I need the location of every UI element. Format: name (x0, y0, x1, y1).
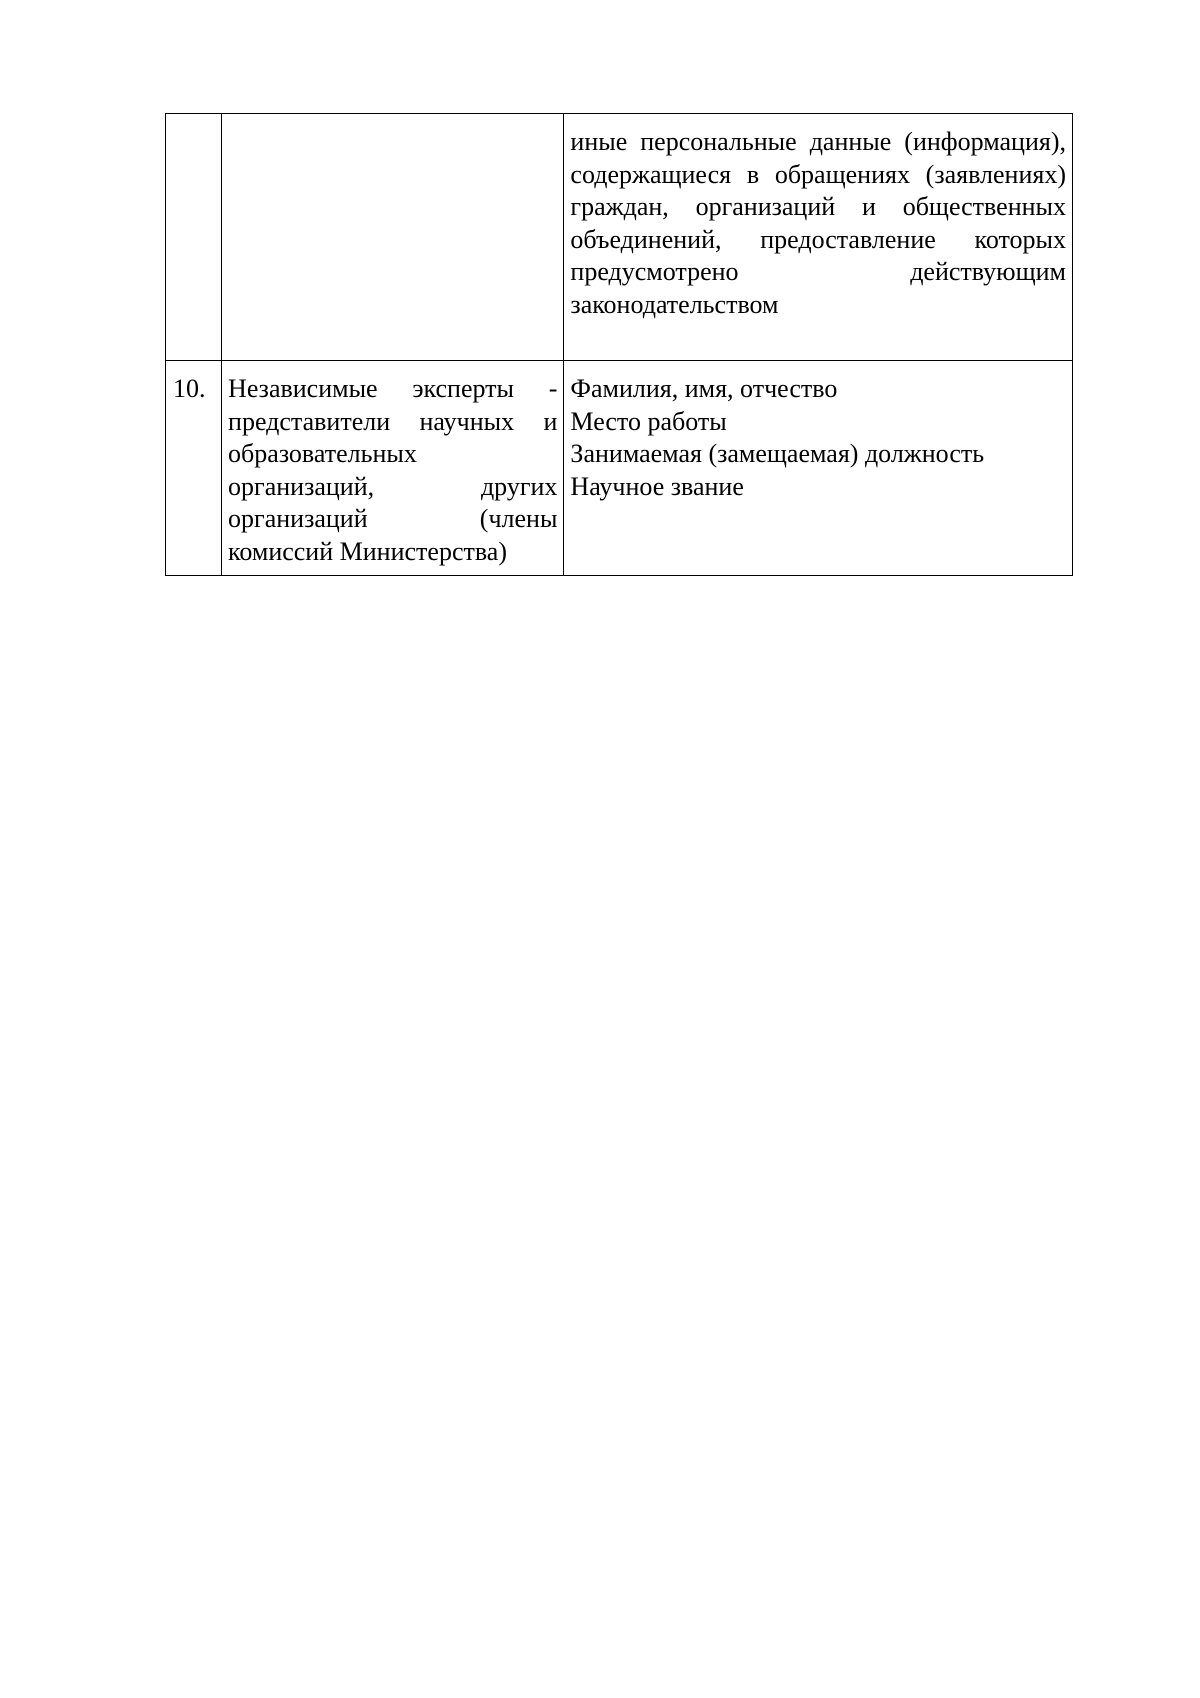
data-item: Место работы (570, 406, 727, 436)
data-item: Фамилия, имя, отчество (570, 374, 838, 403)
data-composition-cell: иные персональные данные (информация), содержащиеся в обращениях (заявлениях) граждан, организаций и общественных объединений, предоставление которых предусмотрено действующим законодательством (564, 114, 1073, 361)
row-number-cell: 10. (166, 361, 222, 576)
data-item: Занимаемая (замещаемая) должность (570, 439, 985, 468)
table-row (166, 114, 1073, 361)
row-number-cell (166, 114, 222, 361)
data-composition-cell (564, 361, 1073, 576)
category-cell: Независимые эксперты - представители научных и образовательных организаций, других организаций (члены комиссий Министерства) (222, 361, 564, 576)
table-row (166, 361, 1073, 576)
personal-data-table (165, 113, 1073, 576)
category-cell (222, 114, 564, 361)
data-item: Научное звание (570, 471, 744, 501)
